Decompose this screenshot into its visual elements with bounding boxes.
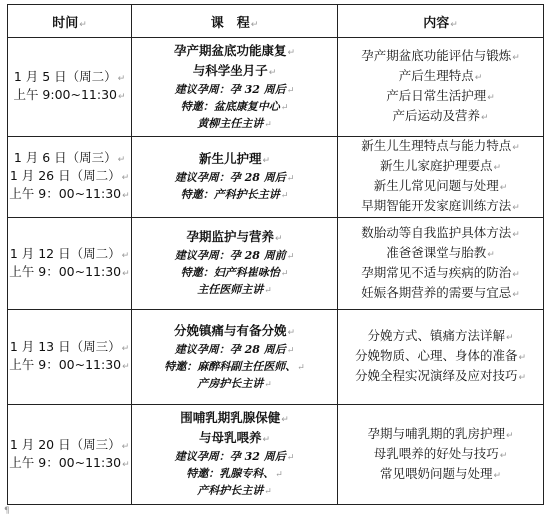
time-cell-line: 1 月 20 日（周三）↵ bbox=[9, 436, 130, 452]
content-cell bbox=[338, 310, 544, 405]
course-meta-line: 建议孕周：孕 28 周后↵ bbox=[174, 171, 295, 184]
time-cell-line: 1 月 6 日（周三）↵ bbox=[13, 150, 126, 165]
time-cell-line: 1 月 5 日（周二）↵ bbox=[13, 69, 126, 84]
content-cell-line: 孕产期盆底功能评估与锻炼↵ bbox=[361, 48, 520, 63]
content-cell-line: 准爸爸课堂与胎教↵ bbox=[386, 244, 495, 260]
course-meta-line: 特邀：产科护长主讲↵ bbox=[180, 188, 289, 201]
table-row bbox=[8, 310, 544, 405]
content-cell-line: 母乳喂养的好处与技巧↵ bbox=[373, 445, 508, 461]
time-cell-line: 上午 9：00~11:30↵ bbox=[9, 263, 130, 279]
course-meta-line: 特邀：乳腺专科、↵ bbox=[186, 467, 283, 480]
course-cell bbox=[132, 405, 338, 505]
content-cell-line: 早期智能开发家庭训练方法↵ bbox=[361, 198, 520, 213]
content-cell-line: 新生儿常见问题与处理↵ bbox=[373, 178, 508, 193]
time-cell-line: 上午 9:00~11:30↵ bbox=[13, 87, 126, 102]
content-cell-line: 分娩全程实况演绎及应对技巧↵ bbox=[354, 368, 527, 383]
header-course: 课 程↵ bbox=[132, 5, 338, 38]
course-cell bbox=[132, 310, 338, 405]
course-cell bbox=[132, 38, 338, 137]
course-title-line: 新生儿护理↵ bbox=[198, 151, 271, 166]
course-title-line: 与科学坐月子↵ bbox=[192, 62, 277, 78]
header-time: 时间↵ bbox=[8, 5, 132, 38]
time-cell-line: 上午 9：00~11:30↵ bbox=[9, 454, 130, 470]
table-row bbox=[8, 137, 544, 218]
time-cell bbox=[8, 137, 132, 218]
header-row bbox=[8, 5, 544, 38]
content-cell bbox=[338, 405, 544, 505]
course-schedule-table bbox=[7, 4, 544, 505]
course-meta-line: 主任医师主讲↵ bbox=[197, 283, 272, 296]
time-cell bbox=[8, 218, 132, 310]
content-cell bbox=[338, 218, 544, 310]
course-meta-line: 建议孕周：孕 32 周后↵ bbox=[174, 82, 295, 96]
content-cell-line: 产后运动及营养↵ bbox=[392, 108, 489, 123]
course-meta-line: 特邀：麻醉科副主任医师、↵ bbox=[164, 359, 305, 373]
course-meta-line: 建议孕周：孕 32 周后↵ bbox=[174, 450, 295, 463]
content-cell-line: 孕期常见不适与疾病的防治↵ bbox=[361, 264, 520, 280]
content-cell-line: 常见喂奶问题与处理↵ bbox=[379, 465, 502, 481]
time-cell bbox=[8, 38, 132, 137]
course-meta-line: 特邀：盆底康复中心↵ bbox=[180, 99, 289, 113]
content-cell-line: 分娩方式、镇痛方法详解↵ bbox=[367, 328, 514, 343]
content-cell-line: 数胎动等自我监护具体方法↵ bbox=[361, 224, 520, 240]
course-meta-line: 产房护长主讲↵ bbox=[197, 376, 272, 390]
content-cell-line: 产后生理特点↵ bbox=[398, 68, 483, 83]
course-meta-line: 建议孕周：孕 28 周前↵ bbox=[174, 249, 295, 262]
course-meta-line: 黄柳主任主讲↵ bbox=[197, 116, 272, 130]
course-cell bbox=[132, 137, 338, 218]
content-cell-line: 分娩物质、心理、身体的准备↵ bbox=[354, 348, 527, 363]
time-cell bbox=[8, 310, 132, 405]
table-row bbox=[8, 218, 544, 310]
time-cell-line: 1 月 12 日（周二）↵ bbox=[9, 245, 130, 261]
course-meta-line: 特邀：妇产科崔咏怡↵ bbox=[180, 266, 289, 279]
course-meta-line: 建议孕周：孕 28 周后↵ bbox=[174, 342, 295, 356]
course-title-line: 孕产期盆底功能康复↵ bbox=[173, 42, 296, 58]
time-cell bbox=[8, 405, 132, 505]
content-cell-line: 妊娠各期营养的需要与宜忌↵ bbox=[361, 284, 520, 300]
header-content: 内容↵ bbox=[338, 5, 544, 38]
content-cell-line: 孕期与哺乳期的乳房护理↵ bbox=[367, 425, 514, 441]
table-row bbox=[8, 405, 544, 505]
course-cell bbox=[132, 218, 338, 310]
content-cell bbox=[338, 137, 544, 218]
content-cell-line: 新生儿生理特点与能力特点↵ bbox=[361, 138, 520, 153]
content-cell bbox=[338, 38, 544, 137]
content-cell-line: 产后日常生活护理↵ bbox=[386, 88, 495, 103]
content-cell-line: 新生儿家庭护理要点↵ bbox=[379, 158, 502, 173]
course-meta-line: 产科护长主讲↵ bbox=[197, 484, 272, 497]
course-title-line: 与母乳喂养↵ bbox=[198, 430, 271, 445]
course-title-line: 分娩镇痛与有备分娩↵ bbox=[173, 322, 296, 338]
time-cell-line: 上午 9：00~11:30↵ bbox=[9, 357, 130, 372]
table-row bbox=[8, 38, 544, 137]
time-cell-line: 上午 9：00~11:30↵ bbox=[9, 186, 130, 201]
course-title-line: 围哺乳期乳腺保健↵ bbox=[180, 410, 289, 425]
end-of-document-mark: ¶ bbox=[4, 506, 10, 516]
course-title-line: 孕期监护与营养↵ bbox=[186, 229, 283, 244]
time-cell-line: 1 月 13 日（周三）↵ bbox=[9, 339, 130, 354]
time-cell-line: 1 月 26 日（周二）↵ bbox=[9, 168, 130, 183]
